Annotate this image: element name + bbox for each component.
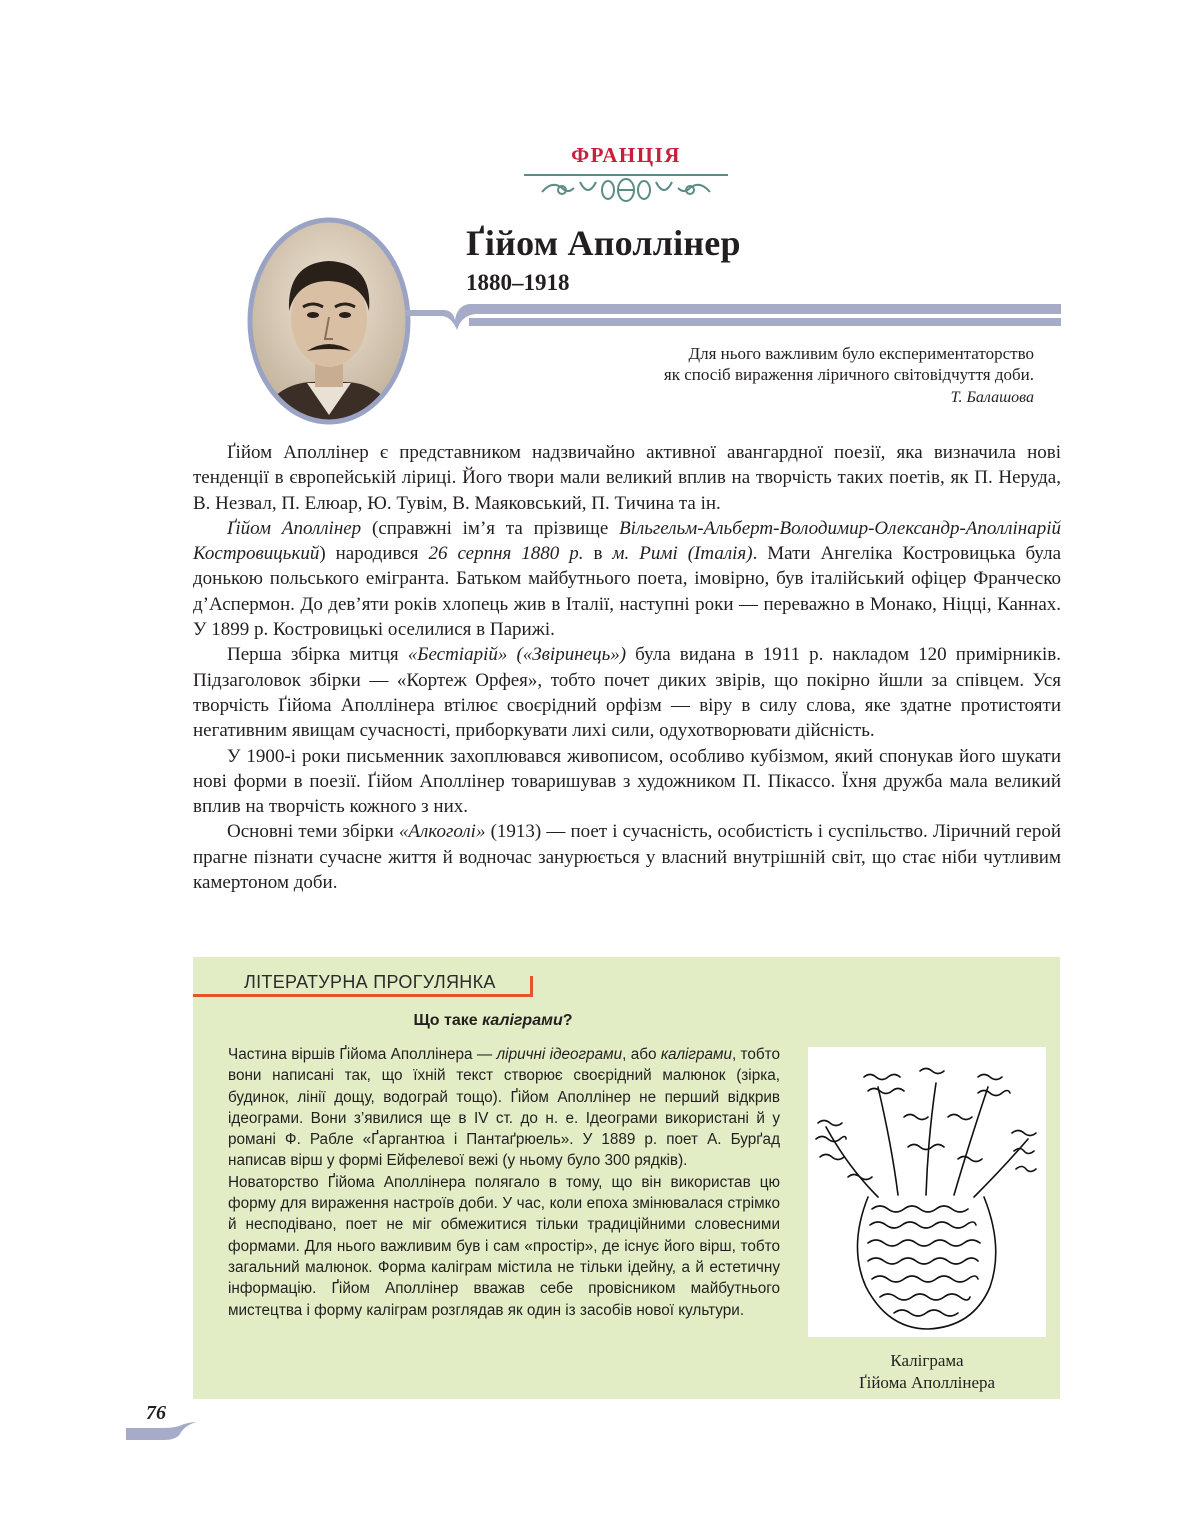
text-span: була видана в 1911 р. накладом 120 примірників. Підзаголовок збірки — «Кортеж Орфея», тобто почет диких звірів, що покірно йшли за співцем. Уся творчість Ґійома Аполлінера втілює своєрідний орфізм — віру в силу слова, яке здатне протистояти негативним явищам сучасності, приборкувати лихі сили, одухотворювати дійсність. xyxy=(193,644,1061,742)
text-span: Перша збірка митця xyxy=(227,644,408,666)
text-span: каліграми xyxy=(660,1046,732,1063)
caption-line-2: Ґійома Аполлінера xyxy=(858,1373,996,1392)
text-span: , тобто вони написані так, що їхній текст створює своєрідний малюнок (зірка, будинок, лінії дощу, водограй тощо). Ґійом Аполлінер не перший відкрив ідеограми. Вони з’явилися ще в IV ст. до н. е. Ідеограми використані й у романі Ф. Рабле «Ґаргантюа і Пантаґрюель». У 1889 р. поет А. Бурґад написав вірш у формі Ейфелевої вежі (у ньому було 300 рядків). xyxy=(228,1046,780,1170)
text-span: ) народився xyxy=(319,543,429,565)
paragraph-3 xyxy=(193,642,1061,743)
section-country-title: ФРАНЦІЯ xyxy=(571,143,681,167)
page-swoosh-icon xyxy=(126,1422,196,1444)
author-name: Ґійом Аполлінер xyxy=(466,223,741,263)
text-span: , або xyxy=(622,1046,661,1063)
paragraph-5 xyxy=(193,819,1061,895)
epigraph xyxy=(560,343,1034,408)
text-span: (справжні ім’я та прізвище xyxy=(361,517,620,539)
epigraph-attribution: Т. Балашова xyxy=(950,389,1034,406)
text-span: каліграми xyxy=(482,1012,563,1029)
box-title xyxy=(193,1012,793,1030)
box-header-tick xyxy=(530,976,533,997)
book-title-alcools: «Алкоголі» xyxy=(398,821,486,843)
box-text xyxy=(228,1044,780,1321)
text-span: . Мати Ангеліка Костровицька була донькою польського емігранта. Батьком майбутнього поета, імовірно, був італійський офіцер Франческо д’Аспермон. До дев’яти років хлопець жив в Італії, наступні роки — переважно в Монако, Ніцці, Каннах. У 1899 р. Костровицькі оселилися в Парижі. xyxy=(193,543,1061,641)
author-portrait xyxy=(245,215,413,427)
book-title-bestiary: «Бестіарій» («Звіринець») xyxy=(407,644,627,666)
epigraph-line-1: Для нього важливим було експериментаторство xyxy=(688,344,1034,363)
author-name-inline: Ґійом Аполлінер xyxy=(227,517,362,539)
box-header: ЛІТЕРАТУРНА ПРОГУЛЯНКА xyxy=(244,972,502,993)
paragraph-4: У 1900-і роки письменник захоплювався живописом, особливо кубізмом, який спонукав його шукати нові форми в поезії. Ґійом Аполлінер товаришував з художником П. Пікассо. Їхня дружба мала великий вплив на творчість кожного з них. xyxy=(193,745,1061,818)
text-span: Основні теми збірки xyxy=(227,821,399,843)
real-name: Вільгельм-Альберт-Володимир-Олександр-Аполлінарій Костровицький xyxy=(193,517,1061,565)
paragraph-1: Ґійом Аполлінер є представником надзвичайно активної авангардної поезії, яка визначила нові тенденції в європейській ліриці. Його твори мали великий вплив на творчість таких поетів, як П. Неруда, В. Незвал, П. Елюар, Ю. Тувім, В. Маяковський, П. Тичина та ін. xyxy=(193,442,1061,514)
text-span: (1913) — поет і сучасність, особистість і суспільство. Ліричний герой прагне пізнати сучасне життя й водночас занурюється у власний внутрішній світ, що стає ніби чутливим камертоном доби. xyxy=(193,821,1061,894)
calligram-image xyxy=(808,1047,1046,1337)
box-header-underline xyxy=(193,994,533,997)
text-span: Частина віршів Ґійома Аполлінера — xyxy=(228,1046,497,1063)
epigraph-line-2: як спосіб вираження ліричного світовідчуття доби. xyxy=(663,365,1034,384)
caption-line-1: Каліграма xyxy=(890,1351,964,1370)
birth-place: м. Римі (Італія) xyxy=(612,543,753,565)
decorative-swoosh-icon xyxy=(405,296,1061,336)
calligram-caption xyxy=(808,1350,1046,1394)
author-years: 1880–1918 xyxy=(466,270,570,295)
text-span: в xyxy=(583,543,613,565)
box-paragraph-2: Новаторство Ґійома Аполлінера полягало в тому, що він використав цю форму для вираження настроїв доби. У час, коли епоха змінювалася стрімко й несподівано, поет не міг обмежитися тільки традиційними словесними формами. Для нього важливим був і сам «простір», де існує його вірш, тобто загальний малюнок. Форма каліграм містила не тільки ідейну, а й естетичну інформацію. Ґійом Аполлінер вважав себе провісником майбутнього мистецтва і форму каліграм розглядав як один із засобів нової культури. xyxy=(228,1173,780,1319)
decorative-ornament-icon xyxy=(522,168,730,208)
page-number: 76 xyxy=(146,1402,166,1424)
text-span: Що таке xyxy=(413,1012,483,1029)
birth-date: 26 серпня 1880 р. xyxy=(428,543,584,565)
text-span: ? xyxy=(562,1012,573,1029)
text-span: ліричні ідеограми xyxy=(496,1046,623,1063)
box-paragraph-1 xyxy=(228,1044,780,1172)
main-text xyxy=(193,440,1061,895)
calligram-drawing-icon xyxy=(808,1047,1046,1337)
paragraph-2 xyxy=(193,516,1061,642)
